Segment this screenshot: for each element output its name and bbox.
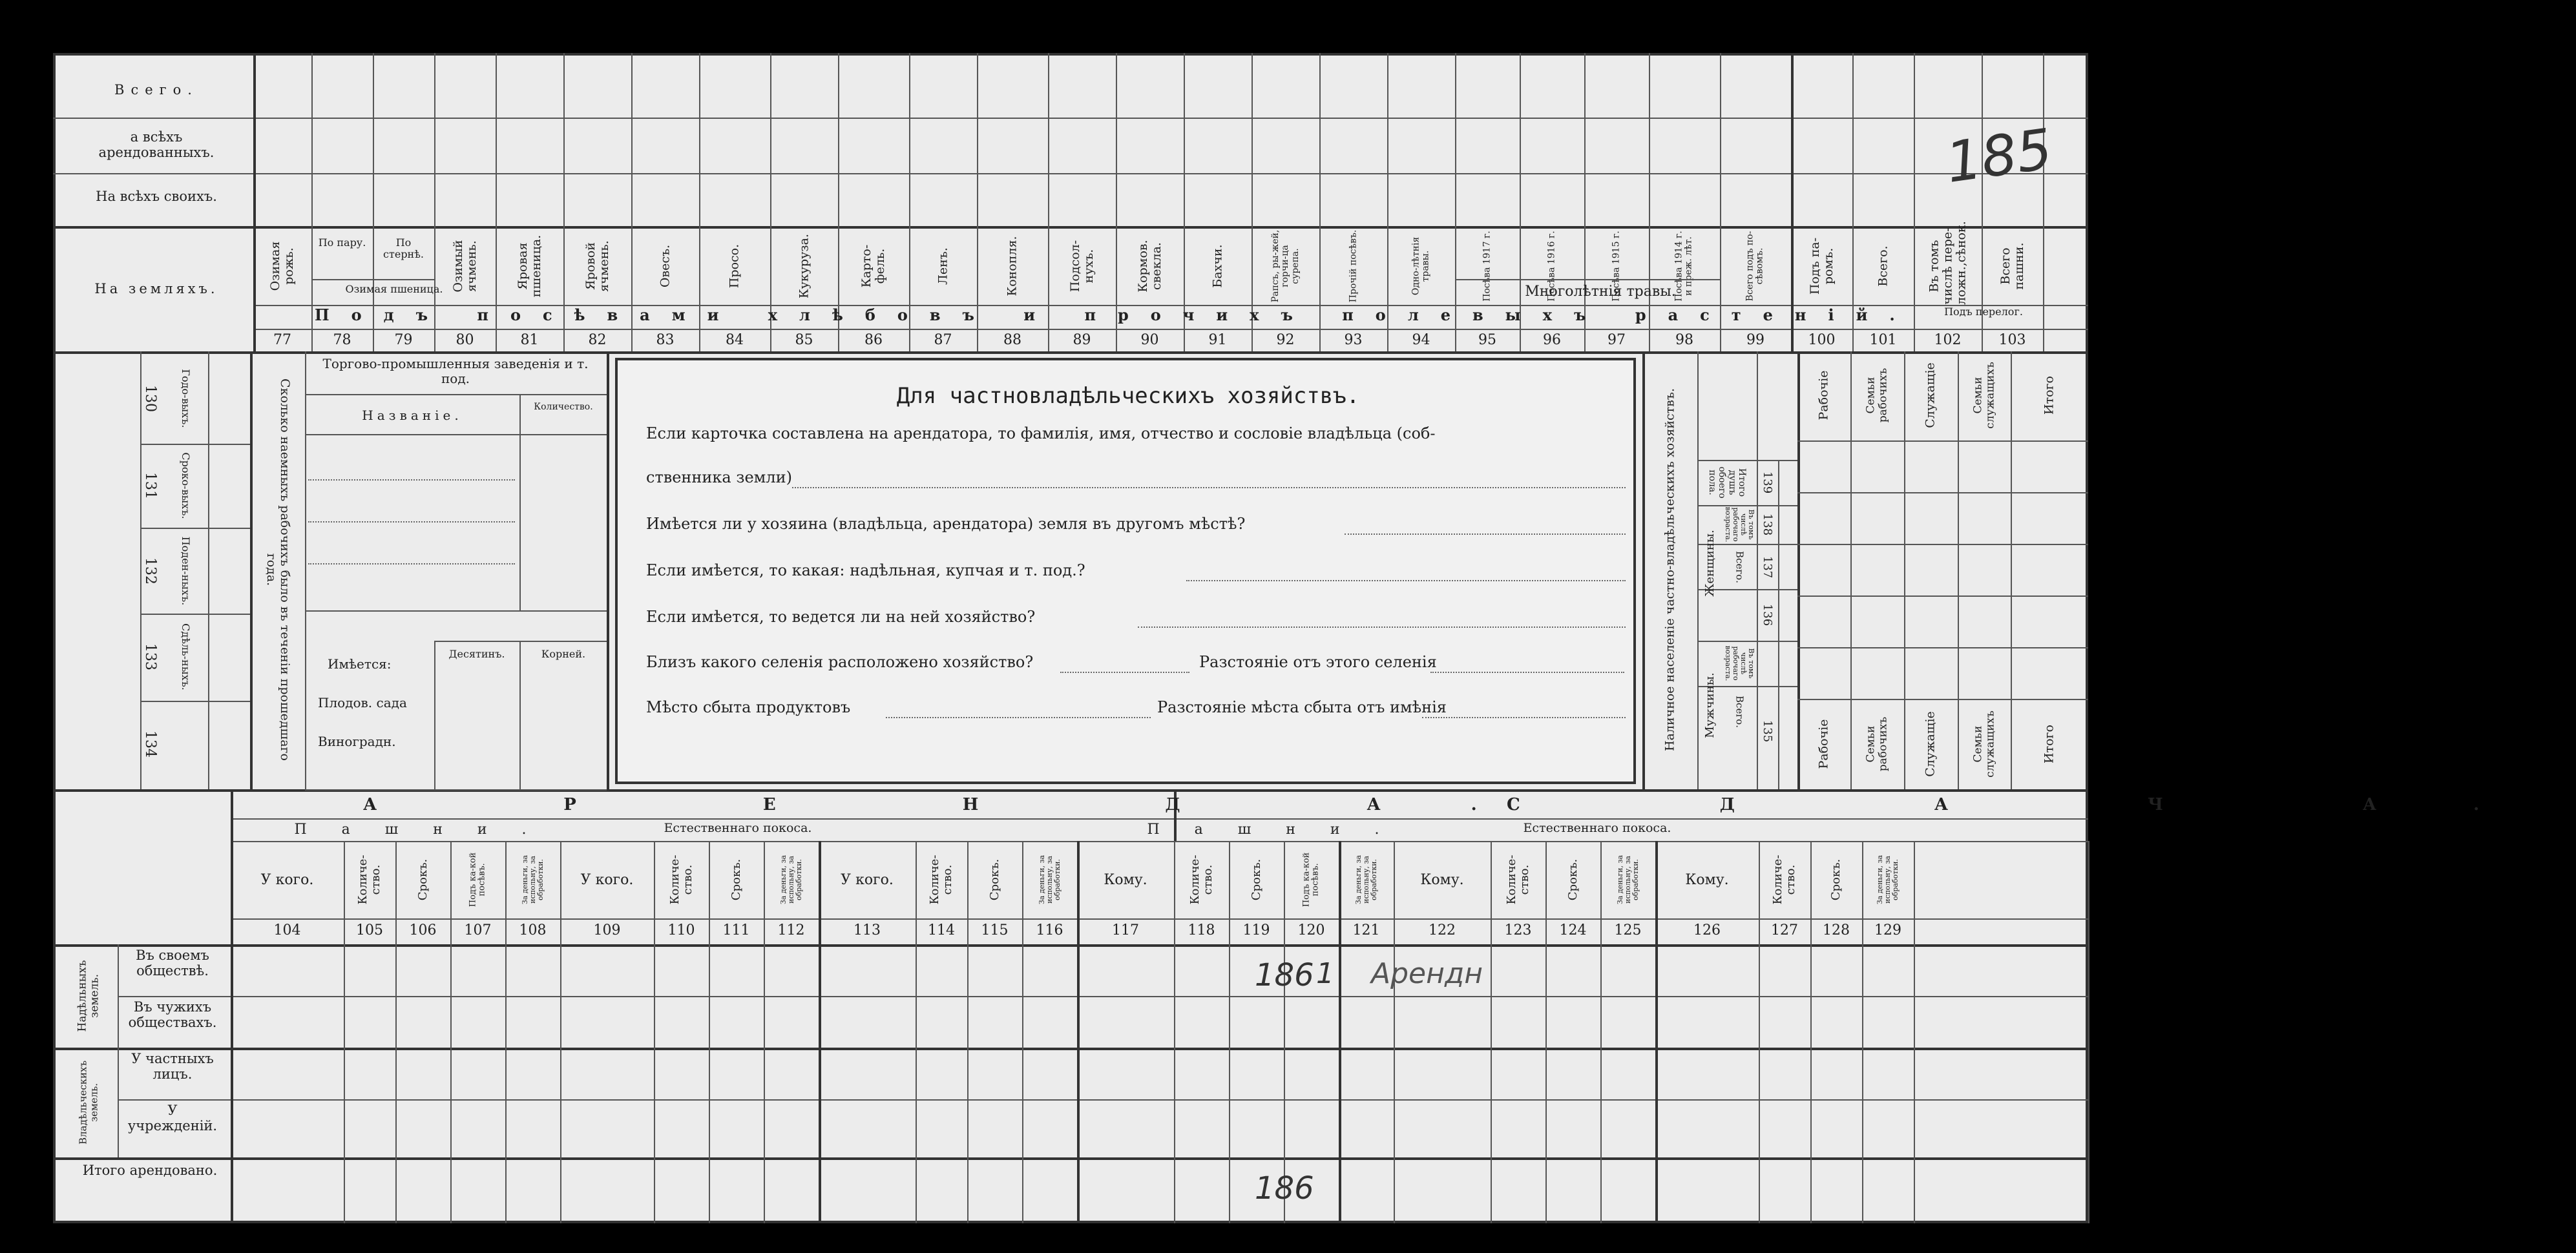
women-vsego-label: Всего. <box>1733 551 1746 583</box>
q1b: ственника земли) <box>646 468 792 486</box>
private-title: Для частновладѣльческихъ хозяйствъ. <box>896 383 1360 409</box>
arenda-number-127: 127 <box>1771 922 1798 938</box>
row-vsego-label: Всего. <box>114 82 198 98</box>
num-130: 130 <box>142 385 159 412</box>
crop-number-86: 86 <box>864 332 883 348</box>
crop-number-79: 79 <box>394 332 413 348</box>
q1a: Если карточка составлена на арендатора, то фамилiя, имя, отчество и сословiе владѣльца (соб- <box>646 424 1436 442</box>
crop-number-85: 85 <box>795 332 813 348</box>
mnogolet-label: Многолѣтнiя травы. <box>1525 284 1676 300</box>
crop-number-95: 95 <box>1478 332 1496 348</box>
crop-header-7: Овесъ. <box>658 244 673 288</box>
trade-col-qty: Количество. <box>534 402 593 412</box>
crop-header-11: Ленъ. <box>936 247 950 285</box>
crop-number-96: 96 <box>1543 332 1561 348</box>
trade-title: Торгово-промышленныя заведенiя и т. под. <box>322 356 589 386</box>
num-138: 138 <box>1760 513 1774 536</box>
crop-number-91: 91 <box>1208 332 1227 348</box>
crop-number-93: 93 <box>1344 332 1363 348</box>
row-svoih-label: На всѣхъ своихъ. <box>96 189 217 204</box>
arenda-number-125: 125 <box>1614 922 1642 938</box>
sdacha-pashni-1: Пашни. <box>1147 822 1414 838</box>
plodov-label: Плодов. сада <box>318 695 407 710</box>
q6a: Мѣсто сбыта продуктовъ <box>646 698 851 716</box>
arenda-header-113: У кого. <box>841 872 894 888</box>
arenda-number-124: 124 <box>1559 922 1587 938</box>
arenda-header-127: Количе-ство. <box>1771 854 1797 905</box>
crop-number-103: 103 <box>1998 332 2026 348</box>
arenda-pokos-1: Естественнаго покоса. <box>664 821 812 835</box>
arenda-header-106: Срокъ. <box>415 858 430 901</box>
crop-number-81: 81 <box>520 332 539 348</box>
arenda-number-120: 120 <box>1297 922 1325 938</box>
men-vsego-label: Всего. <box>1733 696 1746 728</box>
q3: Если имѣется, то какая: надѣльная, купчая и т. под.? <box>646 561 1085 579</box>
num-135: 135 <box>1760 720 1774 743</box>
crop-number-94: 94 <box>1412 332 1430 348</box>
arenda-header-119: Срокъ. <box>1249 858 1263 901</box>
crop-header-6: Яровой ячмень. <box>583 240 611 292</box>
pop-col-semi-sluj-top: Семьи служащихъ <box>1971 362 1996 429</box>
arenda-header-121: За деньги, за испольну, за обработки. <box>1354 854 1378 905</box>
arenda-number-107: 107 <box>464 922 492 938</box>
arenda-header-108: За деньги, за испольну, за обработки. <box>520 854 545 905</box>
crop-header-25: Всего. <box>1876 245 1890 287</box>
arenda-header-115: Срокъ. <box>987 858 1001 901</box>
crop-header-15: Бахчи. <box>1210 244 1225 288</box>
trade-col-name: Названiе. <box>362 408 463 423</box>
arenda-number-115: 115 <box>981 922 1009 938</box>
q2: Имѣется ли у хозяина (владѣльца, арендатора) земля въ другомъ мѣстѣ? <box>646 515 1246 533</box>
arenda-number-109: 109 <box>593 922 621 938</box>
num-133: 133 <box>142 643 159 670</box>
row-institutions: У учрежденiй. <box>127 1103 218 1134</box>
arenda-number-113: 113 <box>853 922 881 938</box>
arenda-header-117: Кому. <box>1104 872 1147 888</box>
crop-number-89: 89 <box>1073 332 1091 348</box>
crop-number-98: 98 <box>1675 332 1693 348</box>
imeetsya-label: Имѣется: <box>328 656 392 672</box>
pod-pereloj-label: Подъ перелог. <box>1944 305 2023 318</box>
arenda-number-126: 126 <box>1693 922 1721 938</box>
crop-header-27: Всего пашни. <box>1998 242 2026 290</box>
arenda-number-108: 108 <box>519 922 547 938</box>
crop-number-102: 102 <box>1934 332 1962 348</box>
crop-number-101: 101 <box>1869 332 1897 348</box>
num-134: 134 <box>142 730 159 758</box>
population-side-label: Наличное населенiе частно-владѣльческихъ хозяйствъ. <box>1662 388 1677 751</box>
arenda-number-110: 110 <box>667 922 695 938</box>
vinograd-label: Виноградн. <box>318 734 396 749</box>
men-label: Мужчины. <box>1703 672 1717 738</box>
desyatin-label: Десятинъ. <box>448 648 505 660</box>
crop-header-9: Кукуруза. <box>797 234 812 299</box>
women-label: Женщины. <box>1703 530 1717 597</box>
arenda-number-118: 118 <box>1188 922 1215 938</box>
label-srokovyh: Сроко-выхъ. <box>179 452 192 519</box>
crop-number-100: 100 <box>1808 332 1836 348</box>
crop-header-26: Въ томъ числѣ пере-ложн.,сѣнок. <box>1927 221 1968 305</box>
crop-header-12: Конопля. <box>1005 236 1020 296</box>
crop-header-4: Озимый ячмень. <box>450 240 479 293</box>
crop-header-5: Яровая пшеница. <box>515 234 543 298</box>
crop-header-13: Подсол-нухъ. <box>1067 240 1096 293</box>
arenda-header-128: Срокъ. <box>1829 858 1843 901</box>
arenda-header-112: За деньги, за испольну, за обработки. <box>779 854 803 905</box>
arenda-header-105: Количе-ство. <box>356 854 382 905</box>
korney-label: Корней. <box>541 648 586 660</box>
sdacha-pokos-1: Естественнаго покоса. <box>1523 821 1671 835</box>
ozimaya-pshenitsa-label: Озимая пшеница. <box>345 283 443 295</box>
arenda-number-111: 111 <box>722 922 750 938</box>
crop-number-83: 83 <box>656 332 675 348</box>
arenda-header-110: Количе-ство. <box>667 854 695 905</box>
itogo-dush-label: Итого душъ обоего пола. <box>1706 466 1747 499</box>
crop-number-80: 80 <box>456 332 474 348</box>
arenda-header-107: Подъ ка-кой посѣвъ. <box>468 852 487 907</box>
arenda-header-111: Срокъ. <box>729 858 743 901</box>
arenda-number-128: 128 <box>1823 922 1850 938</box>
arenda-header-125: За деньги, за испольну, за обработки. <box>1615 854 1640 905</box>
num-139: 139 <box>1760 471 1774 494</box>
arenda-header-120: Подъ ка-кой посѣвъ. <box>1301 852 1321 907</box>
crop-header-21: Посѣва 1915 г. <box>1611 231 1622 302</box>
crop-header-23: Всего подъ по-сѣвомъ. <box>1744 231 1765 302</box>
crop-number-92: 92 <box>1276 332 1295 348</box>
crop-number-78: 78 <box>333 332 351 348</box>
arenda-header-104: У кого. <box>260 872 314 888</box>
pop-col-sluj-top: Служащiе <box>1923 362 1938 428</box>
handwritten-note-1: 186 <box>1255 957 1314 993</box>
crop-header-17: Прочiй посѣвъ. <box>1347 229 1358 303</box>
crop-header-1: Озимая рожь. <box>268 241 296 291</box>
arenda-banner: А Р Е Н Д А. <box>363 795 1567 814</box>
arenda-header-118: Количе-ство. <box>1188 854 1215 905</box>
label-godovyh: Годо-выхъ. <box>179 369 192 428</box>
arenda-header-116: За деньги, за испольну, за обработки. <box>1037 854 1062 905</box>
crop-header-10: Карто-фель. <box>859 244 887 288</box>
crop-banner: Подъ посѣвами хлѣбовъ и прочихъ полевыхъ растенiй. <box>315 305 1917 324</box>
crop-header-14: Кормов. свекла. <box>1135 240 1164 293</box>
arenda-number-123: 123 <box>1504 922 1532 938</box>
handwritten-note-2: 1 <box>1316 957 1334 990</box>
pop-col-semi-rab-top: Семьи рабочихъ <box>1864 368 1889 423</box>
pop-col-itogo-bot: Итого <box>2042 725 2057 763</box>
arenda-number-104: 104 <box>273 922 301 938</box>
row-other-society: Въ чужихъ обществахъ. <box>128 999 217 1031</box>
arenda-pashni-1: Пашни. <box>294 822 561 838</box>
arenda-number-116: 116 <box>1036 922 1063 938</box>
women-rab-label: Въ томъ числѣ рабочаго возраста. <box>1723 506 1756 543</box>
arenda-number-114: 114 <box>928 922 955 938</box>
pop-col-rabochie-bot: Рабочiе <box>1816 719 1831 769</box>
q5b: Разстоянiе отъ этого селенiя <box>1199 653 1437 671</box>
arenda-header-126: Кому. <box>1685 872 1729 888</box>
arenda-number-105: 105 <box>356 922 383 938</box>
num-137: 137 <box>1760 555 1774 579</box>
num-132: 132 <box>142 557 159 585</box>
arenda-number-122: 122 <box>1429 922 1456 938</box>
pop-col-sluj-bot: Служащiе <box>1923 711 1938 777</box>
arenda-header-114: Количе-ство. <box>928 854 954 905</box>
crop-number-87: 87 <box>934 332 952 348</box>
pop-col-rabochie-top: Рабочiе <box>1816 370 1831 420</box>
crop-header-22: Посѣва 1914 г. и преж. лѣт. <box>1673 231 1694 302</box>
crop-header-3: По стернѣ. <box>383 236 424 261</box>
crop-number-90: 90 <box>1140 332 1159 348</box>
arenda-number-106: 106 <box>409 922 437 938</box>
pop-col-semi-sluj-bot: Семьи служащихъ <box>1971 710 1996 778</box>
label-podennyh: Поден-ныхъ. <box>179 536 192 606</box>
crop-number-97: 97 <box>1607 332 1626 348</box>
label-sdelnyh: Сдѣль-ныхъ. <box>179 623 192 690</box>
crop-header-18: Одно-лѣтнiя травы. <box>1410 236 1431 296</box>
pop-col-itogo-top: Итого <box>2042 376 2057 415</box>
crop-number-82: 82 <box>588 332 607 348</box>
naemnyh-side-label: Сколько наемныхъ рабочихъ было въ теченiи прошедшаго года. <box>264 378 292 761</box>
crop-header-16: Рапсъ, ры-жей, горчи-ца сурепа. <box>1270 229 1301 303</box>
arenda-number-129: 129 <box>1874 922 1901 938</box>
crop-header-20: Посѣва 1916 г. <box>1546 231 1557 302</box>
row-na-zemlyah-label: На земляхъ. <box>94 281 218 296</box>
crop-header-19: Посѣва 1917 г. <box>1482 231 1492 302</box>
arenda-number-112: 112 <box>777 922 805 938</box>
arenda-header-122: Кому. <box>1420 872 1464 888</box>
crop-number-99: 99 <box>1746 332 1764 348</box>
census-card <box>53 53 2576 1223</box>
arenda-header-124: Срокъ. <box>1565 858 1580 901</box>
crop-number-88: 88 <box>1003 332 1021 348</box>
pop-col-semi-rab-bot: Семьи рабочихъ <box>1864 716 1889 772</box>
q5a: Близъ какого селенiя расположено хозяйство? <box>646 653 1034 671</box>
sdacha-banner: С Д А Ч А. <box>1507 795 2576 814</box>
arenda-header-109: У кого. <box>580 872 634 888</box>
arenda-number-117: 117 <box>1112 922 1139 938</box>
crop-header-8: Просо. <box>727 243 742 289</box>
arenda-header-129: За деньги, за испольну, за обработки. <box>1875 854 1900 905</box>
arenda-header-123: Количе-ство. <box>1504 854 1531 905</box>
vlad-side-label: Владѣльческихъ земель. <box>77 1060 99 1145</box>
private-estates-box <box>615 358 1636 784</box>
crop-header-24: Подъ па-ромъ. <box>1807 237 1836 295</box>
handwritten-note-4: 186 <box>1255 1170 1314 1206</box>
men-rab-label: Въ томъ числѣ рабочаго возраста. <box>1723 645 1756 681</box>
num-136: 136 <box>1760 603 1774 626</box>
row-arendovannyh-label: а всѣхъ арендованныхъ. <box>98 129 215 161</box>
crop-header-2: По пару. <box>318 236 366 249</box>
num-131: 131 <box>142 472 159 499</box>
arenda-number-119: 119 <box>1242 922 1270 938</box>
arenda-number-121: 121 <box>1352 922 1380 938</box>
handwritten-page-number: 185 <box>1942 117 2057 196</box>
row-own-society: Въ своемъ обществѣ. <box>136 948 209 979</box>
row-itogo-arendovano: Итого арендовано. <box>82 1163 218 1178</box>
q4: Если имѣется, то ведется ли на ней хозяйство? <box>646 608 1036 626</box>
crop-number-77: 77 <box>273 332 291 348</box>
row-private-persons: У частныхъ лицъ. <box>131 1051 214 1082</box>
nadel-side-label: Надѣльныхъ земель. <box>76 960 101 1032</box>
crop-number-84: 84 <box>726 332 744 348</box>
q6b: Разстоянiе мѣста сбыта отъ имѣнiя <box>1157 698 1447 716</box>
handwritten-note-3: Арендн <box>1371 957 1483 990</box>
